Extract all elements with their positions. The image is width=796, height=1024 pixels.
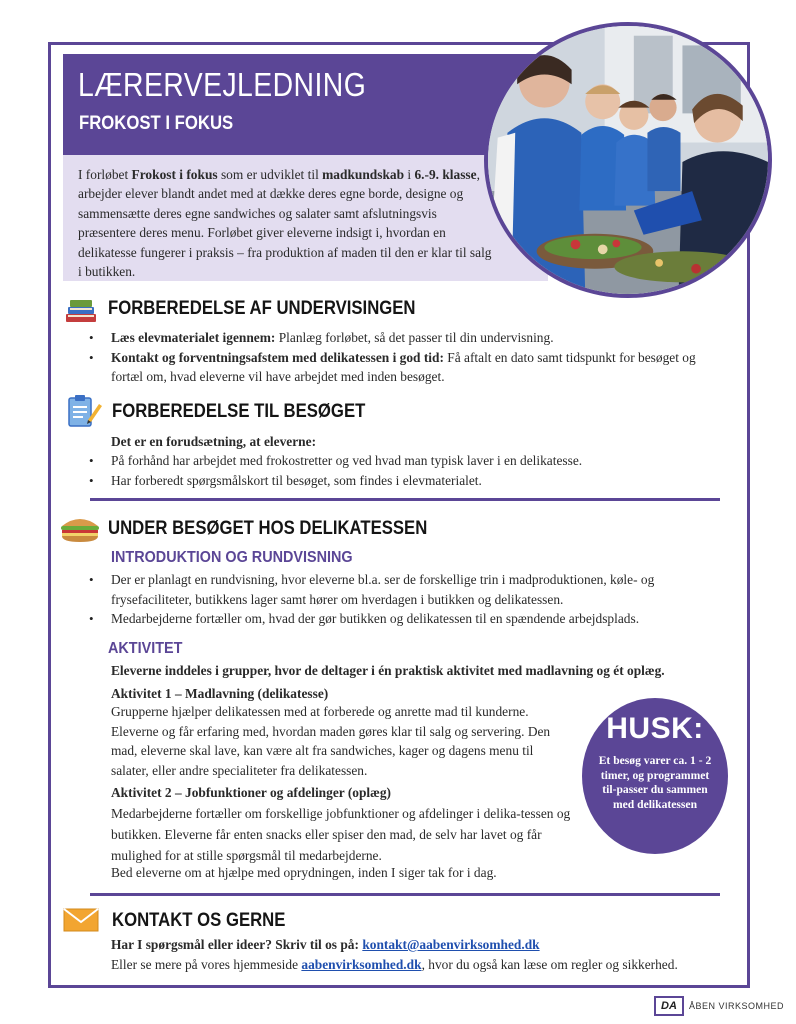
- section-visit-title: UNDER BESØGET HOS DELIKATESSEN: [108, 518, 428, 539]
- contact-website-lead: Eller se mere på vores hjemmeside: [111, 957, 302, 972]
- logo-text: ÅBEN VIRKSOMHED: [689, 1001, 785, 1011]
- contact-line-1: [111, 935, 540, 955]
- activity-heading: AKTIVITET: [108, 640, 183, 657]
- list-item-text: Planlæg forløbet, så det passer til din undervisning.: [275, 330, 554, 345]
- list-item: • Har forberedt spørgsmålskort til besøget, som findes i elevmaterialet.: [111, 471, 711, 491]
- activity-2-text: Medarbejderne fortæller om forskellige jobfunktioner og afdelinger i delika-tessen og butikken. Eleverne får enten snacks eller spiser den mad, de selv har lavet og får mulighed for at stille spørgsmål til medarbejderne.: [111, 806, 571, 863]
- list-item-bold: Læs elevmaterialet igennem:: [111, 330, 276, 345]
- activity-closing: Bed eleverne om at hjælpe med oprydningen, inden I siger tak for i dag.: [111, 865, 497, 880]
- contact-question: Har I spørgsmål eller ideer? Skriv til os på:: [111, 937, 363, 952]
- list-item: • Medarbejderne fortæller om, hvad der gør butikken og delikatessen til en spændende arbejdsplads.: [111, 609, 716, 629]
- reminder-badge: [582, 698, 728, 854]
- intro-text-1: I forløbet: [78, 167, 132, 182]
- footer-logo: [654, 996, 784, 1016]
- intro-text-3: i: [404, 167, 415, 182]
- list-item: [111, 328, 711, 348]
- books-icon: [64, 294, 98, 326]
- section-divider: [90, 498, 720, 501]
- page-subtitle: FROKOST I FOKUS: [79, 113, 234, 134]
- list-item: [111, 348, 711, 387]
- activity-1-text: Grupperne hjælper delikatessen med at forberede og anrette mad til kunderne. Eleverne og får erfaring med, hvordan maden gøres klar til salg og servering. Den mad, eleverne skal lave, kan være alt fra sandwiches, kager og dagens menu til salater, eller andre specialiteter fra delikatessen.: [111, 704, 551, 778]
- page-title: LÆRERVEJLEDNING: [78, 66, 367, 103]
- logo-mark: DA: [654, 996, 684, 1016]
- contact-title: KONTAKT OS GERNE: [112, 910, 286, 931]
- intro-tour-heading: INTRODUKTION OG RUNDVISNING: [111, 549, 353, 566]
- section-prep-visit-title: FORBEREDELSE TIL BESØGET: [112, 401, 366, 422]
- reminder-text: Et besøg varer ca. 1 - 2 timer, og programmet til-passer du sammen med delikatessen: [598, 754, 712, 811]
- intro-bold-subject: madkundskab: [322, 167, 405, 182]
- sandwich-icon: [58, 512, 102, 544]
- activity-1-title: Aktivitet 1 – Madlavning (delikatesse): [111, 686, 329, 701]
- clipboard-pencil-icon: [66, 394, 102, 428]
- intro-tour-list: [111, 570, 716, 629]
- envelope-icon: [63, 908, 99, 932]
- list-item: • På forhånd har arbejdet med frokostretter og ved hvad man typisk laver i en delikatesse.: [111, 451, 711, 471]
- activity-2-title: Aktivitet 2 – Jobfunktioner og afdelinger (oplæg): [111, 785, 391, 800]
- intro-text-2: som er udviklet til: [217, 167, 323, 182]
- email-link[interactable]: kontakt@aabenvirksomhed.dk: [362, 937, 540, 952]
- reminder-title: HUSK:: [606, 712, 704, 745]
- website-link[interactable]: aabenvirksomhed.dk: [301, 957, 422, 972]
- section-prep-teaching-title: FORBEREDELSE AF UNDERVISINGEN: [108, 298, 416, 319]
- list-item: • Der er planlagt en rundvisning, hvor eleverne bl.a. ser de forskellige trin i madproduktionen, køle- og frysefaciliteter, butikkens lager samt hører om hverdagen i butikken og delikatessen.: [111, 570, 716, 609]
- prep-teaching-list: [111, 328, 711, 387]
- intro-paragraph: [78, 165, 498, 281]
- prep-visit-lead: Det er en forudsætning, at eleverne:: [111, 434, 317, 449]
- intro-bold-course: Frokost i fokus: [131, 167, 218, 182]
- intro-text-4: , arbejder elever blandt andet med at dække deres egne borde, designe og sammensætte deres egne sandwiches og salater samt afslutningsvis præsentere deres menu. Forløbet giver eleverne indsigt i, hvordan en delikatesse fungerer i praksis – fra produktion af maden til den er klar til salg i butikken.: [78, 167, 492, 280]
- activity-lead: Eleverne inddeles i grupper, hvor de deltager i én praktisk aktivitet med madlavning og ét oplæg.: [111, 663, 665, 678]
- list-item-bold: Kontakt og forventningsafstem med delikatessen i god tid:: [111, 349, 444, 365]
- intro-bold-grade: 6.-9. klasse: [414, 167, 477, 182]
- contact-line-2: [111, 955, 678, 975]
- contact-website-tail: , hvor du også kan læse om regler og sikkerhed.: [421, 957, 678, 972]
- prep-visit-list: [111, 451, 711, 490]
- kitchen-photo: [484, 22, 772, 298]
- section-divider: [90, 893, 720, 896]
- list-item-text: Få aftalt en dato samt tidspunkt for besøget og fortæl om, hvad eleverne vil have arbejdet med inden besøget.: [111, 349, 696, 385]
